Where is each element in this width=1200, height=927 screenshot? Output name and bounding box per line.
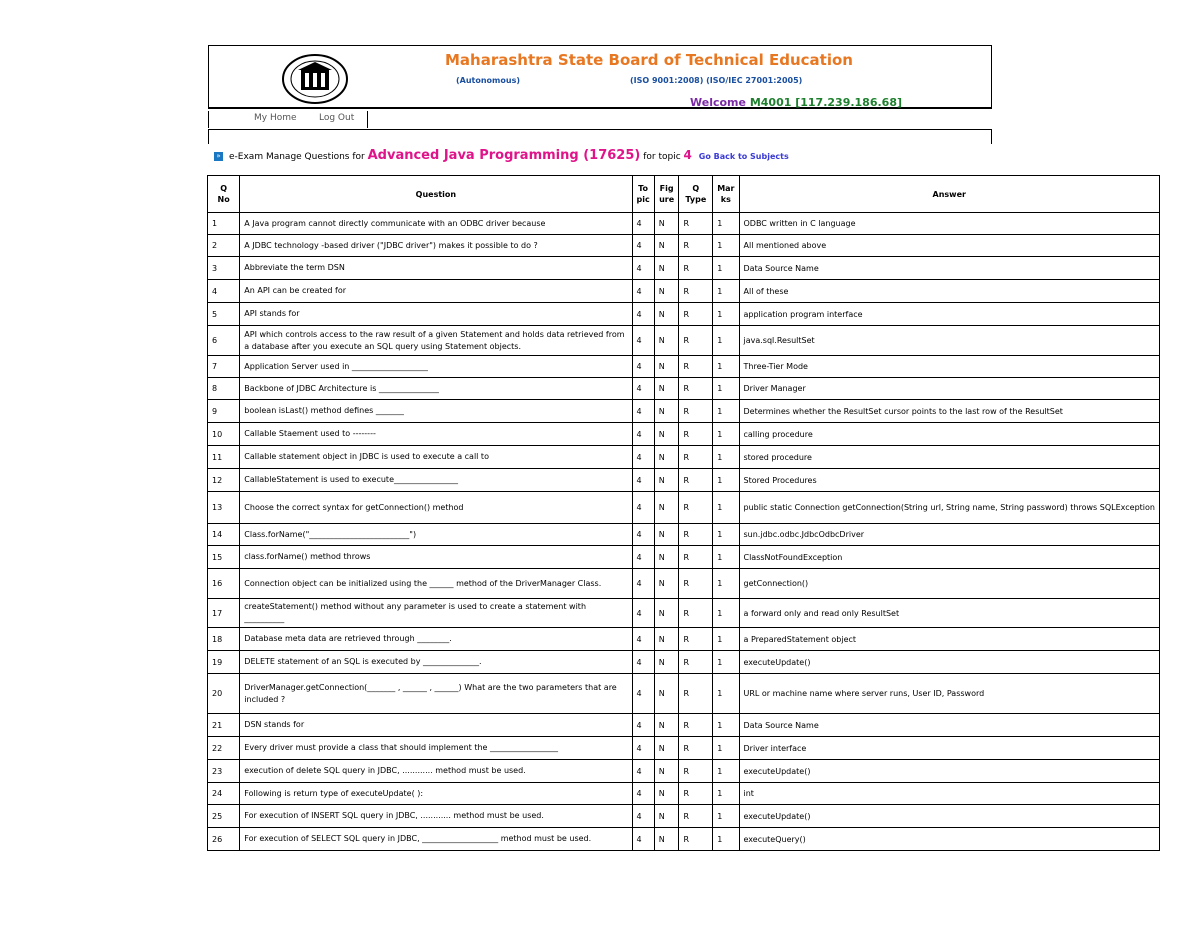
cell-qtype: R [679,303,713,326]
cell-topic: 4 [632,235,654,257]
cell-qtype: R [679,805,713,828]
questions-body [208,213,1160,851]
cell-question: DSN stands for [240,714,632,737]
cell-topic: 4 [632,356,654,378]
cell-answer: Stored Procedures [739,469,1160,492]
table-row [208,651,1160,674]
cell-qtype: R [679,213,713,235]
cell-figure: N [654,213,679,235]
cell-qtype: R [679,235,713,257]
cell-qno: 5 [208,303,240,326]
cell-question: Connection object can be initialized using the ______ method of the DriverManager Class. [240,569,632,599]
cell-qtype: R [679,674,713,714]
cell-answer: java.sql.ResultSet [739,326,1160,356]
cell-question: execution of delete SQL query in JDBC, ............ method must be used. [240,760,632,783]
cell-figure: N [654,235,679,257]
cell-qno: 18 [208,628,240,651]
topic-number: 4 [683,148,692,162]
cell-marks: 1 [713,524,739,546]
cell-qtype: R [679,492,713,524]
cell-topic: 4 [632,546,654,569]
cell-figure: N [654,714,679,737]
cell-qno: 20 [208,674,240,714]
cell-marks: 1 [713,760,739,783]
cell-question: Choose the correct syntax for getConnection() method [240,492,632,524]
cell-topic: 4 [632,303,654,326]
cell-qno: 24 [208,783,240,805]
table-row [208,400,1160,423]
cell-qno: 4 [208,280,240,303]
cell-qno: 7 [208,356,240,378]
cell-qno: 12 [208,469,240,492]
cell-figure: N [654,628,679,651]
cell-question: boolean isLast() method defines _______ [240,400,632,423]
cell-answer: getConnection() [739,569,1160,599]
cell-figure: N [654,378,679,400]
cell-topic: 4 [632,326,654,356]
cell-qtype: R [679,546,713,569]
cell-answer: sun.jdbc.odbc.JdbcOdbcDriver [739,524,1160,546]
heading-prefix: e-Exam Manage Questions for [229,152,365,162]
cell-figure: N [654,524,679,546]
nav-divider [208,111,209,128]
table-row [208,628,1160,651]
cell-qno: 11 [208,446,240,469]
table-row [208,356,1160,378]
autonomous-label: (Autonomous) [456,76,520,85]
cell-question: An API can be created for [240,280,632,303]
cell-question: Backbone of JDBC Architecture is _______________ [240,378,632,400]
cell-marks: 1 [713,569,739,599]
cell-figure: N [654,737,679,760]
col-header-qno: Q No [208,176,240,213]
cell-answer: executeUpdate() [739,651,1160,674]
cell-answer: URL or machine name where server runs, User ID, Password [739,674,1160,714]
col-header-figure: Fig ure [654,176,679,213]
cell-qno: 17 [208,599,240,628]
cell-qno: 2 [208,235,240,257]
col-header-answer: Answer [739,176,1160,213]
cell-qtype: R [679,524,713,546]
cell-qno: 25 [208,805,240,828]
cell-question: For execution of INSERT SQL query in JDBC, ............ method must be used. [240,805,632,828]
cell-qno: 23 [208,760,240,783]
cell-figure: N [654,280,679,303]
table-header-row [208,176,1160,213]
cell-marks: 1 [713,446,739,469]
cell-question: Application Server used in ___________________ [240,356,632,378]
cell-qno: 26 [208,828,240,851]
cell-figure: N [654,469,679,492]
cell-qtype: R [679,783,713,805]
cell-figure: N [654,446,679,469]
cell-qtype: R [679,737,713,760]
cell-topic: 4 [632,280,654,303]
cell-topic: 4 [632,423,654,446]
iso-label: (ISO 9001:2008) (ISO/IEC 27001:2005) [630,76,803,85]
cell-marks: 1 [713,737,739,760]
cell-figure: N [654,546,679,569]
cell-answer: application program interface [739,303,1160,326]
table-row [208,378,1160,400]
table-row [208,423,1160,446]
cell-topic: 4 [632,569,654,599]
cell-answer: public static Connection getConnection(String url, String name, String password) throws SQLException [739,492,1160,524]
cell-topic: 4 [632,651,654,674]
cell-qtype: R [679,599,713,628]
table-row [208,599,1160,628]
cell-figure: N [654,674,679,714]
table-row [208,213,1160,235]
board-title: Maharashtra State Board of Technical Education [445,51,853,69]
cell-marks: 1 [713,674,739,714]
table-row [208,303,1160,326]
cell-marks: 1 [713,714,739,737]
cell-question: Class.forName("_________________________") [240,524,632,546]
cell-answer: int [739,783,1160,805]
nav-my-home-link[interactable]: My Home [254,113,297,123]
cell-marks: 1 [713,492,739,524]
cell-figure: N [654,805,679,828]
cell-question: Every driver must provide a class that should implement the _________________ [240,737,632,760]
cell-figure: N [654,303,679,326]
cell-question: For execution of SELECT SQL query in JDBC, ___________________ method must be used. [240,828,632,851]
cell-marks: 1 [713,303,739,326]
table-row [208,446,1160,469]
cell-qtype: R [679,446,713,469]
cell-figure: N [654,400,679,423]
table-row [208,492,1160,524]
cell-qno: 15 [208,546,240,569]
cell-qtype: R [679,828,713,851]
cell-qtype: R [679,378,713,400]
cell-marks: 1 [713,469,739,492]
cell-qtype: R [679,469,713,492]
table-row [208,469,1160,492]
msbte-logo-icon [281,54,349,104]
cell-marks: 1 [713,599,739,628]
table-row [208,828,1160,851]
cell-question: Database meta data are retrieved through ________. [240,628,632,651]
cell-answer: Three-Tier Mode [739,356,1160,378]
table-row [208,737,1160,760]
cell-topic: 4 [632,828,654,851]
cell-qno: 3 [208,257,240,280]
cell-topic: 4 [632,760,654,783]
cell-topic: 4 [632,674,654,714]
cell-topic: 4 [632,783,654,805]
arrow-bullet-icon: » [214,152,223,161]
table-row [208,235,1160,257]
cell-figure: N [654,492,679,524]
cell-topic: 4 [632,524,654,546]
subject-title: Advanced Java Programming (17625) [367,148,641,163]
page-heading [214,148,789,163]
cell-qtype: R [679,400,713,423]
cell-qtype: R [679,628,713,651]
heading-frame [208,130,992,144]
cell-marks: 1 [713,235,739,257]
cell-question: DriverManager.getConnection(_______ , ______ , ______) What are the two parameters that are included ? [240,674,632,714]
cell-marks: 1 [713,423,739,446]
cell-topic: 4 [632,446,654,469]
cell-marks: 1 [713,356,739,378]
back-to-subjects-link[interactable]: Go Back to Subjects [698,152,789,161]
cell-answer: Driver interface [739,737,1160,760]
cell-marks: 1 [713,257,739,280]
cell-question: class.forName() method throws [240,546,632,569]
cell-figure: N [654,599,679,628]
cell-figure: N [654,828,679,851]
welcome-text [690,96,902,109]
table-row [208,546,1160,569]
cell-topic: 4 [632,737,654,760]
cell-qno: 9 [208,400,240,423]
cell-answer: All of these [739,280,1160,303]
user-id: M4001 [117.239.186.68] [749,96,903,109]
cell-topic: 4 [632,469,654,492]
cell-qno: 16 [208,569,240,599]
cell-answer: executeUpdate() [739,760,1160,783]
cell-topic: 4 [632,805,654,828]
cell-answer: a forward only and read only ResultSet [739,599,1160,628]
table-row [208,257,1160,280]
table-row [208,326,1160,356]
table-row [208,569,1160,599]
cell-answer: Determines whether the ResultSet cursor points to the last row of the ResultSet [739,400,1160,423]
nav-logout-link[interactable]: Log Out [319,113,355,123]
cell-marks: 1 [713,783,739,805]
cell-qtype: R [679,257,713,280]
cell-topic: 4 [632,257,654,280]
cell-qtype: R [679,760,713,783]
cell-figure: N [654,569,679,599]
cell-topic: 4 [632,213,654,235]
nav-divider [367,111,368,128]
cell-figure: N [654,423,679,446]
cell-marks: 1 [713,400,739,423]
cell-figure: N [654,651,679,674]
table-row [208,524,1160,546]
cell-answer: ClassNotFoundException [739,546,1160,569]
cell-topic: 4 [632,628,654,651]
cell-qtype: R [679,569,713,599]
cell-marks: 1 [713,280,739,303]
cell-question: DELETE statement of an SQL is executed by ______________. [240,651,632,674]
cell-topic: 4 [632,400,654,423]
col-header-topic: To pic [632,176,654,213]
cell-qno: 19 [208,651,240,674]
cell-marks: 1 [713,628,739,651]
cell-qtype: R [679,714,713,737]
cell-marks: 1 [713,213,739,235]
cell-question: Callable statement object in JDBC is used to execute a call to [240,446,632,469]
cell-question: A JDBC technology -based driver ("JDBC driver") makes it possible to do ? [240,235,632,257]
cell-qtype: R [679,326,713,356]
table-row [208,714,1160,737]
cell-topic: 4 [632,599,654,628]
cell-marks: 1 [713,546,739,569]
cell-question: API stands for [240,303,632,326]
table-row [208,760,1160,783]
table-row [208,674,1160,714]
cell-qno: 21 [208,714,240,737]
cell-qno: 8 [208,378,240,400]
cell-qtype: R [679,423,713,446]
cell-marks: 1 [713,378,739,400]
cell-question: Abbreviate the term DSN [240,257,632,280]
topic-label: for topic [643,152,681,162]
cell-answer: executeQuery() [739,828,1160,851]
cell-answer: stored procedure [739,446,1160,469]
cell-qtype: R [679,651,713,674]
cell-marks: 1 [713,651,739,674]
col-header-marks: Mar ks [713,176,739,213]
cell-topic: 4 [632,378,654,400]
cell-figure: N [654,257,679,280]
table-row [208,805,1160,828]
cell-question: Following is return type of executeUpdate( ): [240,783,632,805]
cell-topic: 4 [632,492,654,524]
cell-qno: 1 [208,213,240,235]
cell-qno: 6 [208,326,240,356]
cell-marks: 1 [713,805,739,828]
cell-question: CallableStatement is used to execute________________ [240,469,632,492]
welcome-label: Welcome [690,96,746,109]
table-row [208,280,1160,303]
col-header-question: Question [240,176,632,213]
cell-qno: 22 [208,737,240,760]
cell-answer: a PreparedStatement object [739,628,1160,651]
cell-figure: N [654,326,679,356]
cell-qno: 14 [208,524,240,546]
cell-qtype: R [679,356,713,378]
cell-answer: Data Source Name [739,257,1160,280]
cell-answer: calling procedure [739,423,1160,446]
cell-topic: 4 [632,714,654,737]
col-header-qtype: Q Type [679,176,713,213]
cell-answer: Data Source Name [739,714,1160,737]
cell-question: API which controls access to the raw result of a given Statement and holds data retrieved from a database after you execute an SQL query using Statement objects. [240,326,632,356]
cell-qtype: R [679,280,713,303]
table-row [208,783,1160,805]
cell-question: createStatement() method without any parameter is used to create a statement with __________ [240,599,632,628]
cell-figure: N [654,760,679,783]
cell-marks: 1 [713,828,739,851]
questions-table [207,175,1160,851]
cell-answer: executeUpdate() [739,805,1160,828]
cell-qno: 10 [208,423,240,446]
cell-answer: Driver Manager [739,378,1160,400]
cell-question: Callable Staement used to -------- [240,423,632,446]
cell-marks: 1 [713,326,739,356]
cell-figure: N [654,356,679,378]
cell-answer: ODBC written in C language [739,213,1160,235]
cell-question: A Java program cannot directly communicate with an ODBC driver because [240,213,632,235]
cell-qno: 13 [208,492,240,524]
cell-answer: All mentioned above [739,235,1160,257]
cell-figure: N [654,783,679,805]
